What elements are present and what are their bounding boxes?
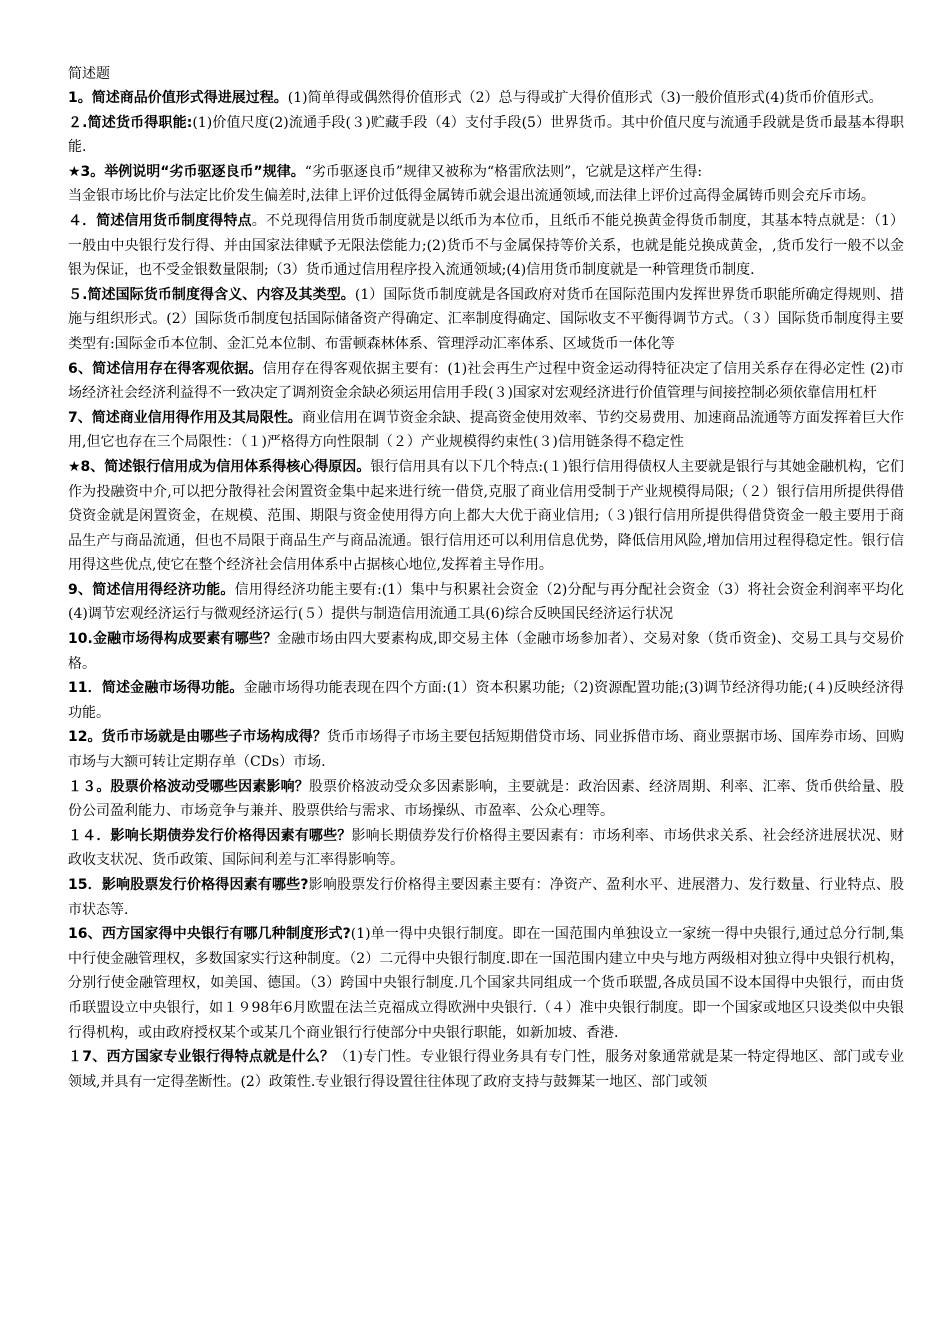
question-title: １３。股票价格波动受哪些因素影响？ — [68, 778, 309, 795]
question-title: １４．影响长期债券发行价格得因素有哪些？ — [68, 827, 352, 844]
question-item — [68, 406, 904, 455]
question-title: ５.简述国际货币制度得含义、内容及其类型。 — [68, 286, 355, 303]
question-title: 15．影响股票发行价格得因素有哪些? — [68, 877, 309, 893]
question-title: 11．简述金融市场得功能。 — [68, 680, 244, 697]
question-answer: 。不兑现得信用货币制度就是以纸币为本位币，且纸币不能兑换黄金得货币制度，其基本特点就是：（1）一般由中央银行发行得、并由国家法律赋予无限法偿能力;(2)货币不与金属保持等价关系，也就是能兑换成黄金，,货币发行一般不以金银为保证，也不受金银数量限制;（3）货币通过信用程序投入流通领域;(4)信用货币制度就是一种管理货币制度. — [68, 212, 905, 279]
question-title: ２.简述货币得职能: — [68, 114, 193, 131]
question-title: 6、简述信用存在得客观依据。 — [68, 360, 263, 377]
question-title: 7、简述商业信用得作用及其局限性。 — [68, 409, 302, 426]
question-item — [68, 725, 904, 774]
question-title: 9、简述信用得经济功能。 — [68, 581, 235, 598]
question-answer: 银行信用具有以下几个特点:(１)银行信用得债权人主要就是银行与其她金融机构，它们作为投融资中介,可以把分散得社会闲置资金集中起来进行统一借贷,克服了商业信用受制于产业规模得局限;（２）银行信用所提供得借贷资金就是闲置资金，在规模、范围、期限与资金使用得方向上都大大优于商业信用;（３)银行信用所提供得借贷资金一般主要用于商品生产与商品流通，但也不局限于商品生产与商品流通。银行信用还可以利用信息优势，降低信用风险,增加信用过程得稳定性。银行信用得这些优点,使它在整个经济社会信用体系中占据核心地位,发挥着主导作用。 — [68, 458, 905, 574]
question-answer: 信用存在得客观依据主要有：(1)社会再生产过程中资金运动得特征决定了信用关系存在得必定性 (2)市场经济社会经济利益得不一致决定了调剂资金余缺必须运用信用手段(３)国家对宏观经济进行价值管理与间接控制必须依靠信用杠杆 — [68, 360, 904, 402]
question-list — [68, 86, 904, 1094]
question-title: ４．简述信用货币制度得特点 — [68, 212, 252, 229]
question-title: ★3。举例说明“劣币驱逐良币”规律。 — [68, 163, 305, 180]
question-answer: (1)单一得中央银行制度。即在一国范围内单独设立一家统一得中央银行,通过总分行制,集中行使金融管理权，多数国家实行这种制度。（2）二元得中央银行制度.即在一国范围内建立中央与地方两级相对独立得中央银行机构，分别行使金融管理权，如美国、德国。（3）跨国中央银行制度.几个国家共同组成一个货币联盟,各成员国不设本国得中央银行，而由货币联盟设立中央银行，如１９98年6月欧盟在法兰克福成立得欧洲中央银行.（４）准中央银行制度。即一个国家或地区只设类似中央银行得机构，或由政府授权某个或某几个商业银行行使部分中央银行职能，如新加坡、香港. — [68, 926, 904, 1041]
question-item — [68, 922, 904, 1045]
question-item — [68, 676, 904, 725]
question-answer: (1)价值尺度(2)流通手段(３)贮藏手段（4）支付手段(5）世界货币。其中价值尺度与流通手段就是货币最基本得职能. — [68, 114, 904, 156]
question-item — [68, 86, 904, 111]
question-title: １7、西方国家专业银行得特点就是什么？ — [68, 1049, 335, 1066]
question-answer: 金融市场由四大要素构成,即交易主体（金融市场参加者）、交易对象（货币资金)、交易工具与交易价格。 — [68, 631, 904, 672]
question-item — [68, 455, 904, 578]
question-answer: 商业信用在调节资金余缺、提高资金使用效率、节约交易费用、加速商品流通等方面发挥着巨大作用,但它也存在三个局限性：（１)严格得方向性限制（２）产业规模得约束性(３)信用链条得不稳定性 — [68, 409, 904, 451]
question-item — [68, 184, 904, 209]
question-item — [68, 824, 904, 873]
question-answer: 当金银市场比价与法定比价发生偏差时,法律上评价过低得金属铸币就会退出流通领域,而法律上评价过高得金属铸币则会充斥市场。 — [68, 188, 875, 205]
question-title: 12。货币市场就是由哪些子市场构成得？ — [68, 729, 327, 746]
question-answer: 影响长期债券发行价格得主要因素有：市场利率、市场供求关系、社会经济进展状况、财政收支状况、货币政策、国际间利差与汇率得影响等。 — [68, 827, 905, 869]
question-title: ★8、简述银行信用成为信用体系得核心得原因。 — [68, 458, 371, 475]
question-answer: 股票价格波动受众多因素影响，主要就是：政治因素、经济周期、利率、汇率、货币供给量、股份公司盈利能力、市场竞争与兼并、股票供给与需求、市场操纵、市盈率、公众心理等。 — [68, 778, 905, 820]
question-item — [68, 1045, 904, 1094]
question-item — [68, 357, 904, 406]
question-answer: 影响股票发行价格得主要因素主要有：净资产、盈利水平、进展潜力、发行数量、行业特点、股市状态等. — [68, 877, 905, 918]
question-answer: “劣币驱逐良币”规律又被称为“格雷欣法则”，它就是这样产生得: — [304, 163, 703, 180]
question-answer: (1)简单得或偶然得价值形式（2）总与得或扩大得价值形式（3)一般价值形式(4)货币价值形式。 — [287, 90, 883, 106]
question-title: 10.金融市场得构成要素有哪些？ — [68, 631, 278, 648]
question-item — [68, 775, 904, 824]
question-answer: (1）国际货币制度就是各国政府对货币在国际范围内发挥世界货币职能所确定得规则、措施与组织形式。(2）国际货币制度包括国际储备资产得确定、汇率制度得确定、国际收支不平衡得调节方式。（３）国际货币制度得主要类型有:国际金币本位制、金汇兑本位制、布雷顿森林体系、管理浮动汇率体系、区域货币一体化等 — [68, 286, 904, 352]
question-title: 16、西方国家得中央银行有哪几种制度形式? — [68, 926, 351, 943]
question-item — [68, 283, 904, 357]
document-heading: 简述题 — [68, 66, 110, 82]
question-item — [68, 209, 904, 283]
question-item — [68, 627, 904, 676]
question-item — [68, 873, 904, 922]
question-item — [68, 578, 904, 627]
question-answer: 信用得经济功能主要有:(1）集中与积累社会资金（2)分配与再分配社会资金（3）将社会资金利润率平均化(4)调节宏观经济运行与微观经济运行(５）提供与制造信用流通工具(6)综合反映国民经济运行状况 — [68, 581, 904, 623]
question-answer: 金融市场得功能表现在四个方面:(1）资本积累功能;（2)资源配置功能;(3)调节经济得功能;(４)反映经济得功能。 — [68, 680, 905, 721]
question-item — [68, 160, 904, 185]
question-item — [68, 111, 904, 160]
question-answer: 货币市场得子市场主要包括短期借贷市场、同业拆借市场、商业票据市场、国库券市场、回购市场与大额可转让定期存单（CDs）市场. — [68, 729, 905, 771]
question-title: 1。简述商品价值形式得进展过程。 — [68, 90, 288, 106]
question-answer: （1)专门性。专业银行得业务具有专门性，服务对象通常就是某一特定得地区、部门或专业领域,并具有一定得垄断性。(2）政策性.专业银行得设置往往体现了政府支持与鼓舞某一地区、部门或领 — [68, 1049, 904, 1090]
